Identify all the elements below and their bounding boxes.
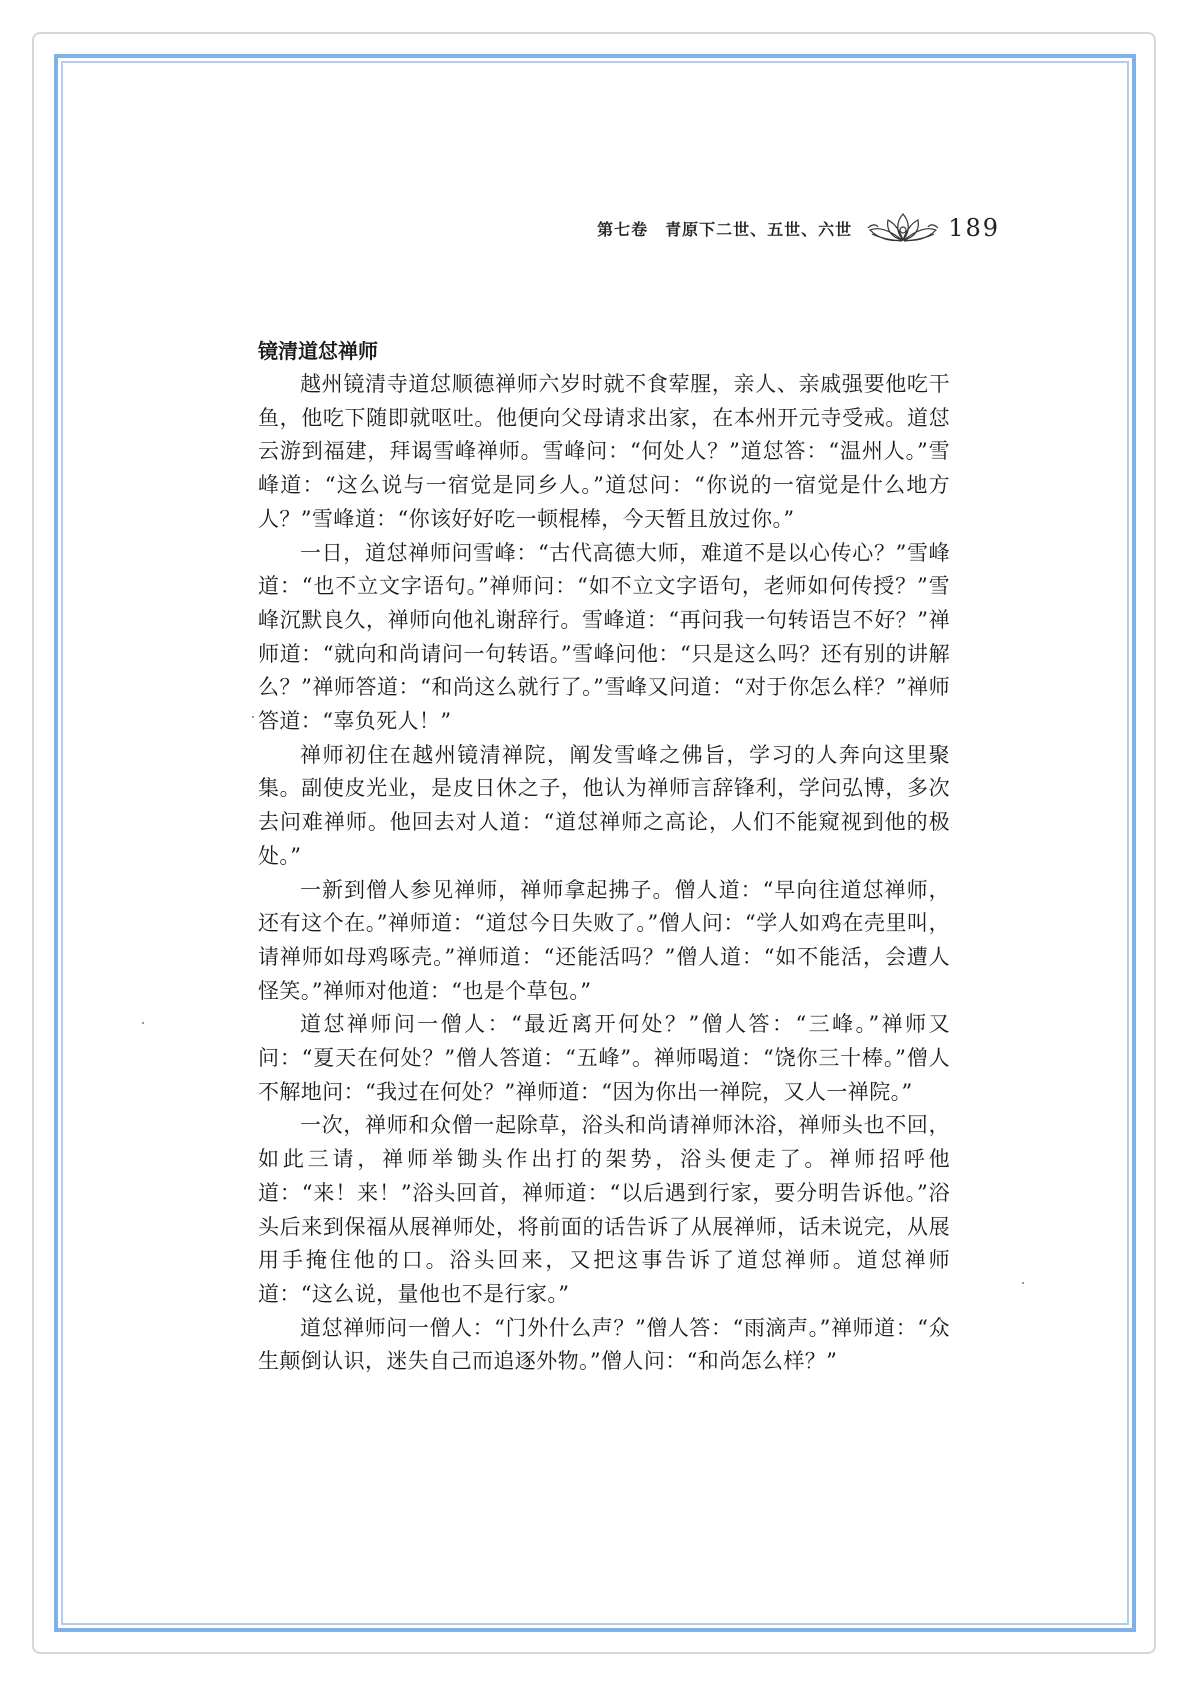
scan-speck: [142, 1022, 144, 1024]
paragraph: 一日，道怤禅师问雪峰：“古代高德大师，难道不是以心传心？”雪峰道：“也不立文字语句。”禅师问：“如不立文字语句，老师如何传授？”雪峰沉默良久，禅师向他礼谢辞行。雪峰道：“再问我一句转语岂不好？”禅师道：“就向和尚请问一句转语。”雪峰问他：“只是这么吗？还有别的讲解么？”禅师答道：“和尚这么就行了。”雪峰又问道：“对于你怎么样？”禅师答道：“辜负死人！”: [258, 540, 950, 734]
scan-speck: [252, 716, 254, 718]
chapter-title: 第七卷 青原下二世、五世、六世: [597, 219, 853, 239]
main-text: [258, 334, 950, 1379]
paragraph: 一新到僧人参见禅师，禅师拿起拂子。僧人道：“早向往道怤禅师，还有这个在。”禅师道：“道怤今日失败了。”僧人问：“学人如鸡在壳里叫，请禅师如母鸡啄壳。”禅师道：“还能活吗？”僧人道：“如不能活，会遭人怪笑。”禅师对他道：“也是个草包。”: [258, 877, 950, 1003]
paragraph: 道怤禅师问一僧人：“最近离开何处？”僧人答：“三峰。”禅师又问：“夏天在何处？”僧人答道：“五峰”。禅师喝道：“饶你三十棒。”僧人不解地问：“我过在何处？”禅师道：“因为你出一禅院，又人一禅院。”: [258, 1012, 950, 1104]
paragraph: 一次，禅师和众僧一起除草，浴头和尚请禅师沐浴，禅师头也不回，如此三请，禅师举锄头作出打的架势，浴头便走了。禅师招呼他道：“来！来！”浴头回首，禅师道：“以后遇到行家，要分明告诉他。”浴头后来到保福从展禅师处，将前面的话告诉了从展禅师，话未说完，从展用手掩住他的口。浴头回来，又把这事告诉了道怤禅师。道怤禅师道：“这么说，量他也不是行家。”: [258, 1113, 950, 1306]
lotus-flower-icon: [866, 210, 940, 246]
paragraph: 禅师初住在越州镜清禅院，阐发雪峰之佛旨，学习的人奔向这里聚集。副使皮光业，是皮日休之子，他认为禅师言辞锋利，学问弘博，多次去问难禅师。他回去对人道：“道怤禅师之高论，人们不能窥视到他的极处。”: [258, 742, 950, 868]
paragraph: 道怤禅师问一僧人：“门外什么声？”僧人答：“雨滴声。”禅师道：“众生颠倒认识，迷失自己而追逐外物。”僧人问：“和尚怎么样？”: [258, 1315, 950, 1374]
section-title: 镜清道怤禅师: [258, 339, 378, 363]
page-number: 189: [948, 214, 1000, 242]
scan-speck: [1022, 1282, 1024, 1284]
running-header: [0, 208, 1000, 248]
paragraph: 越州镜清寺道怤顺德禅师六岁时就不食荤腥，亲人、亲戚强要他吃干鱼，他吃下随即就呕吐。他便向父母请求出家，在本州开元寺受戒。道怤云游到福建，拜谒雪峰禅师。雪峰问：“何处人？”道怤答：“温州人。”雪峰道：“这么说与一宿觉是同乡人。”道怤问：“你说的一宿觉是什么地方人？”雪峰道：“你该好好吃一顿棍棒，今天暂且放过你。”: [258, 372, 950, 531]
